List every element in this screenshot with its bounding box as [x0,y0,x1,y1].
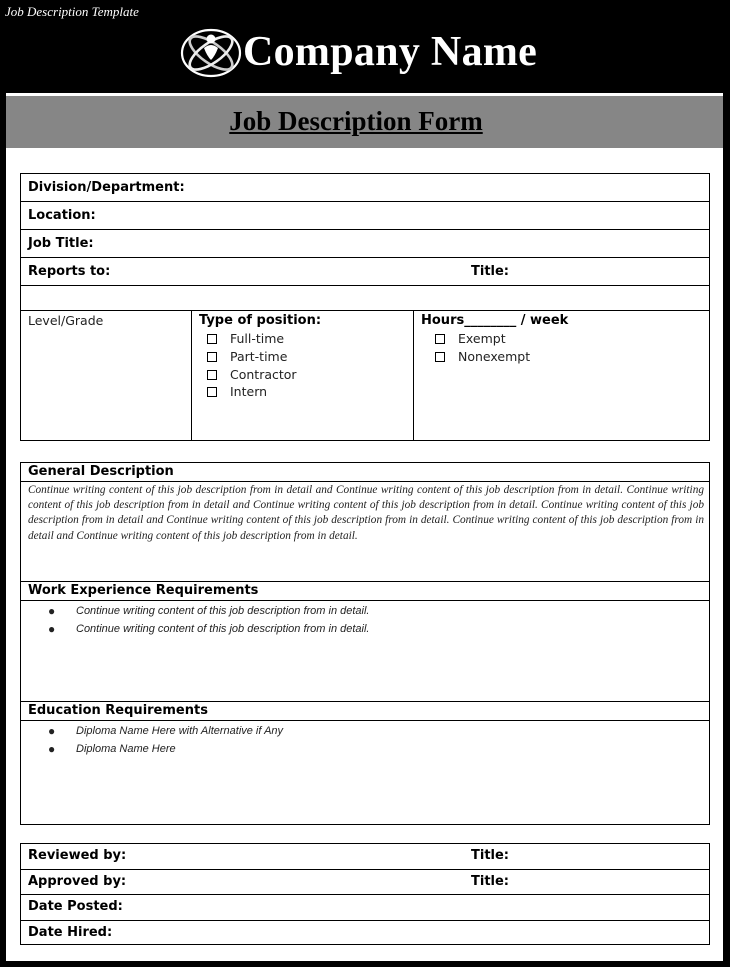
division-row [21,174,709,202]
position-details-row [21,311,709,440]
general-description-text: Continue writing content of this job description from in detail and Continue writing content of this job description from in detail. Continue writing content of this job description from in detail and Continue writing content of this job description from in detail. Continue writing content of this job description from in detail and Continue writing content of this job description from in detail. Continue writing content of this job description from in detail and Continue writing content of this job description from in detail. [28,484,704,542]
location-row [21,202,709,230]
approved-by-label: Approved by: [28,873,127,889]
checkbox-icon[interactable] [435,352,445,362]
full-time-label: Full-time [230,331,285,346]
list-item: ● Diploma Name Here with Alternative if Any [48,723,709,741]
description-table [20,462,710,825]
position-info-table [20,173,710,441]
part-time-label: Part-time [230,349,288,364]
position-type-cell [192,311,414,440]
reviewed-by-row [21,844,709,870]
list-item: ● Continue writing content of this job description from in detail. [48,621,709,639]
general-description-body [21,482,709,582]
education-list [21,721,709,758]
checkbox-icon[interactable] [435,334,445,344]
job-title-row [21,230,709,258]
part-time-option[interactable] [207,349,287,364]
date-posted-row [21,895,709,921]
nonexempt-label: Nonexempt [458,349,531,364]
checkbox-icon[interactable] [207,334,217,344]
location-label: Location: [28,208,96,223]
intern-label: Intern [230,384,268,399]
education-body [21,721,709,821]
template-label: Job Description Template [5,4,139,19]
checkbox-icon[interactable] [207,352,217,362]
reports-to-row [21,258,709,286]
level-grade-cell [21,311,192,440]
list-item: ● Diploma Name Here [48,741,709,759]
job-title-label: Job Title: [28,236,94,251]
hours-heading: Hours________ / week [421,313,569,328]
signoff-table [20,843,710,945]
checkbox-icon[interactable] [207,387,217,397]
exempt-label: Exempt [458,331,506,346]
bullet-icon: ● [48,724,56,738]
full-time-option[interactable] [207,331,284,346]
list-item: ● Continue writing content of this job description from in detail. [48,603,709,621]
approved-by-row [21,870,709,896]
division-label: Division/Department: [28,180,185,195]
reviewed-by-label: Reviewed by: [28,848,127,863]
exempt-option[interactable] [435,331,506,346]
form-sheet [6,96,723,961]
atom-swirl-logo-icon [180,26,242,80]
bullet-icon: ● [48,621,56,636]
contractor-option[interactable] [207,367,297,382]
company-name: Company Name [243,29,538,75]
intern-option[interactable] [207,384,267,399]
approved-title-label: Title: [471,873,510,889]
reports-to-label: Reports to: [28,264,111,279]
work-experience-heading: Work Experience Requirements [21,582,709,601]
bullet-icon: ● [48,604,56,618]
work-experience-list [21,601,709,638]
education-heading: Education Requirements [21,702,709,721]
general-description-heading: General Description [21,463,709,482]
form-title-band [6,96,723,148]
hours-cell [414,311,709,440]
blank-row [21,286,709,311]
form-title: Job Description Form [229,106,483,136]
nonexempt-option[interactable] [435,349,530,364]
checkbox-icon[interactable] [207,370,217,380]
date-hired-row [21,921,709,947]
bullet-icon: ● [48,741,56,756]
date-hired-label: Date Hired: [28,924,113,940]
reports-title-label: Title: [471,264,510,279]
work-experience-body [21,601,709,702]
reviewed-title-label: Title: [471,848,510,863]
contractor-label: Contractor [230,367,297,382]
position-type-heading: Type of position: [199,313,322,328]
level-grade-label: Level/Grade [28,313,104,328]
date-posted-label: Date Posted: [28,899,123,914]
